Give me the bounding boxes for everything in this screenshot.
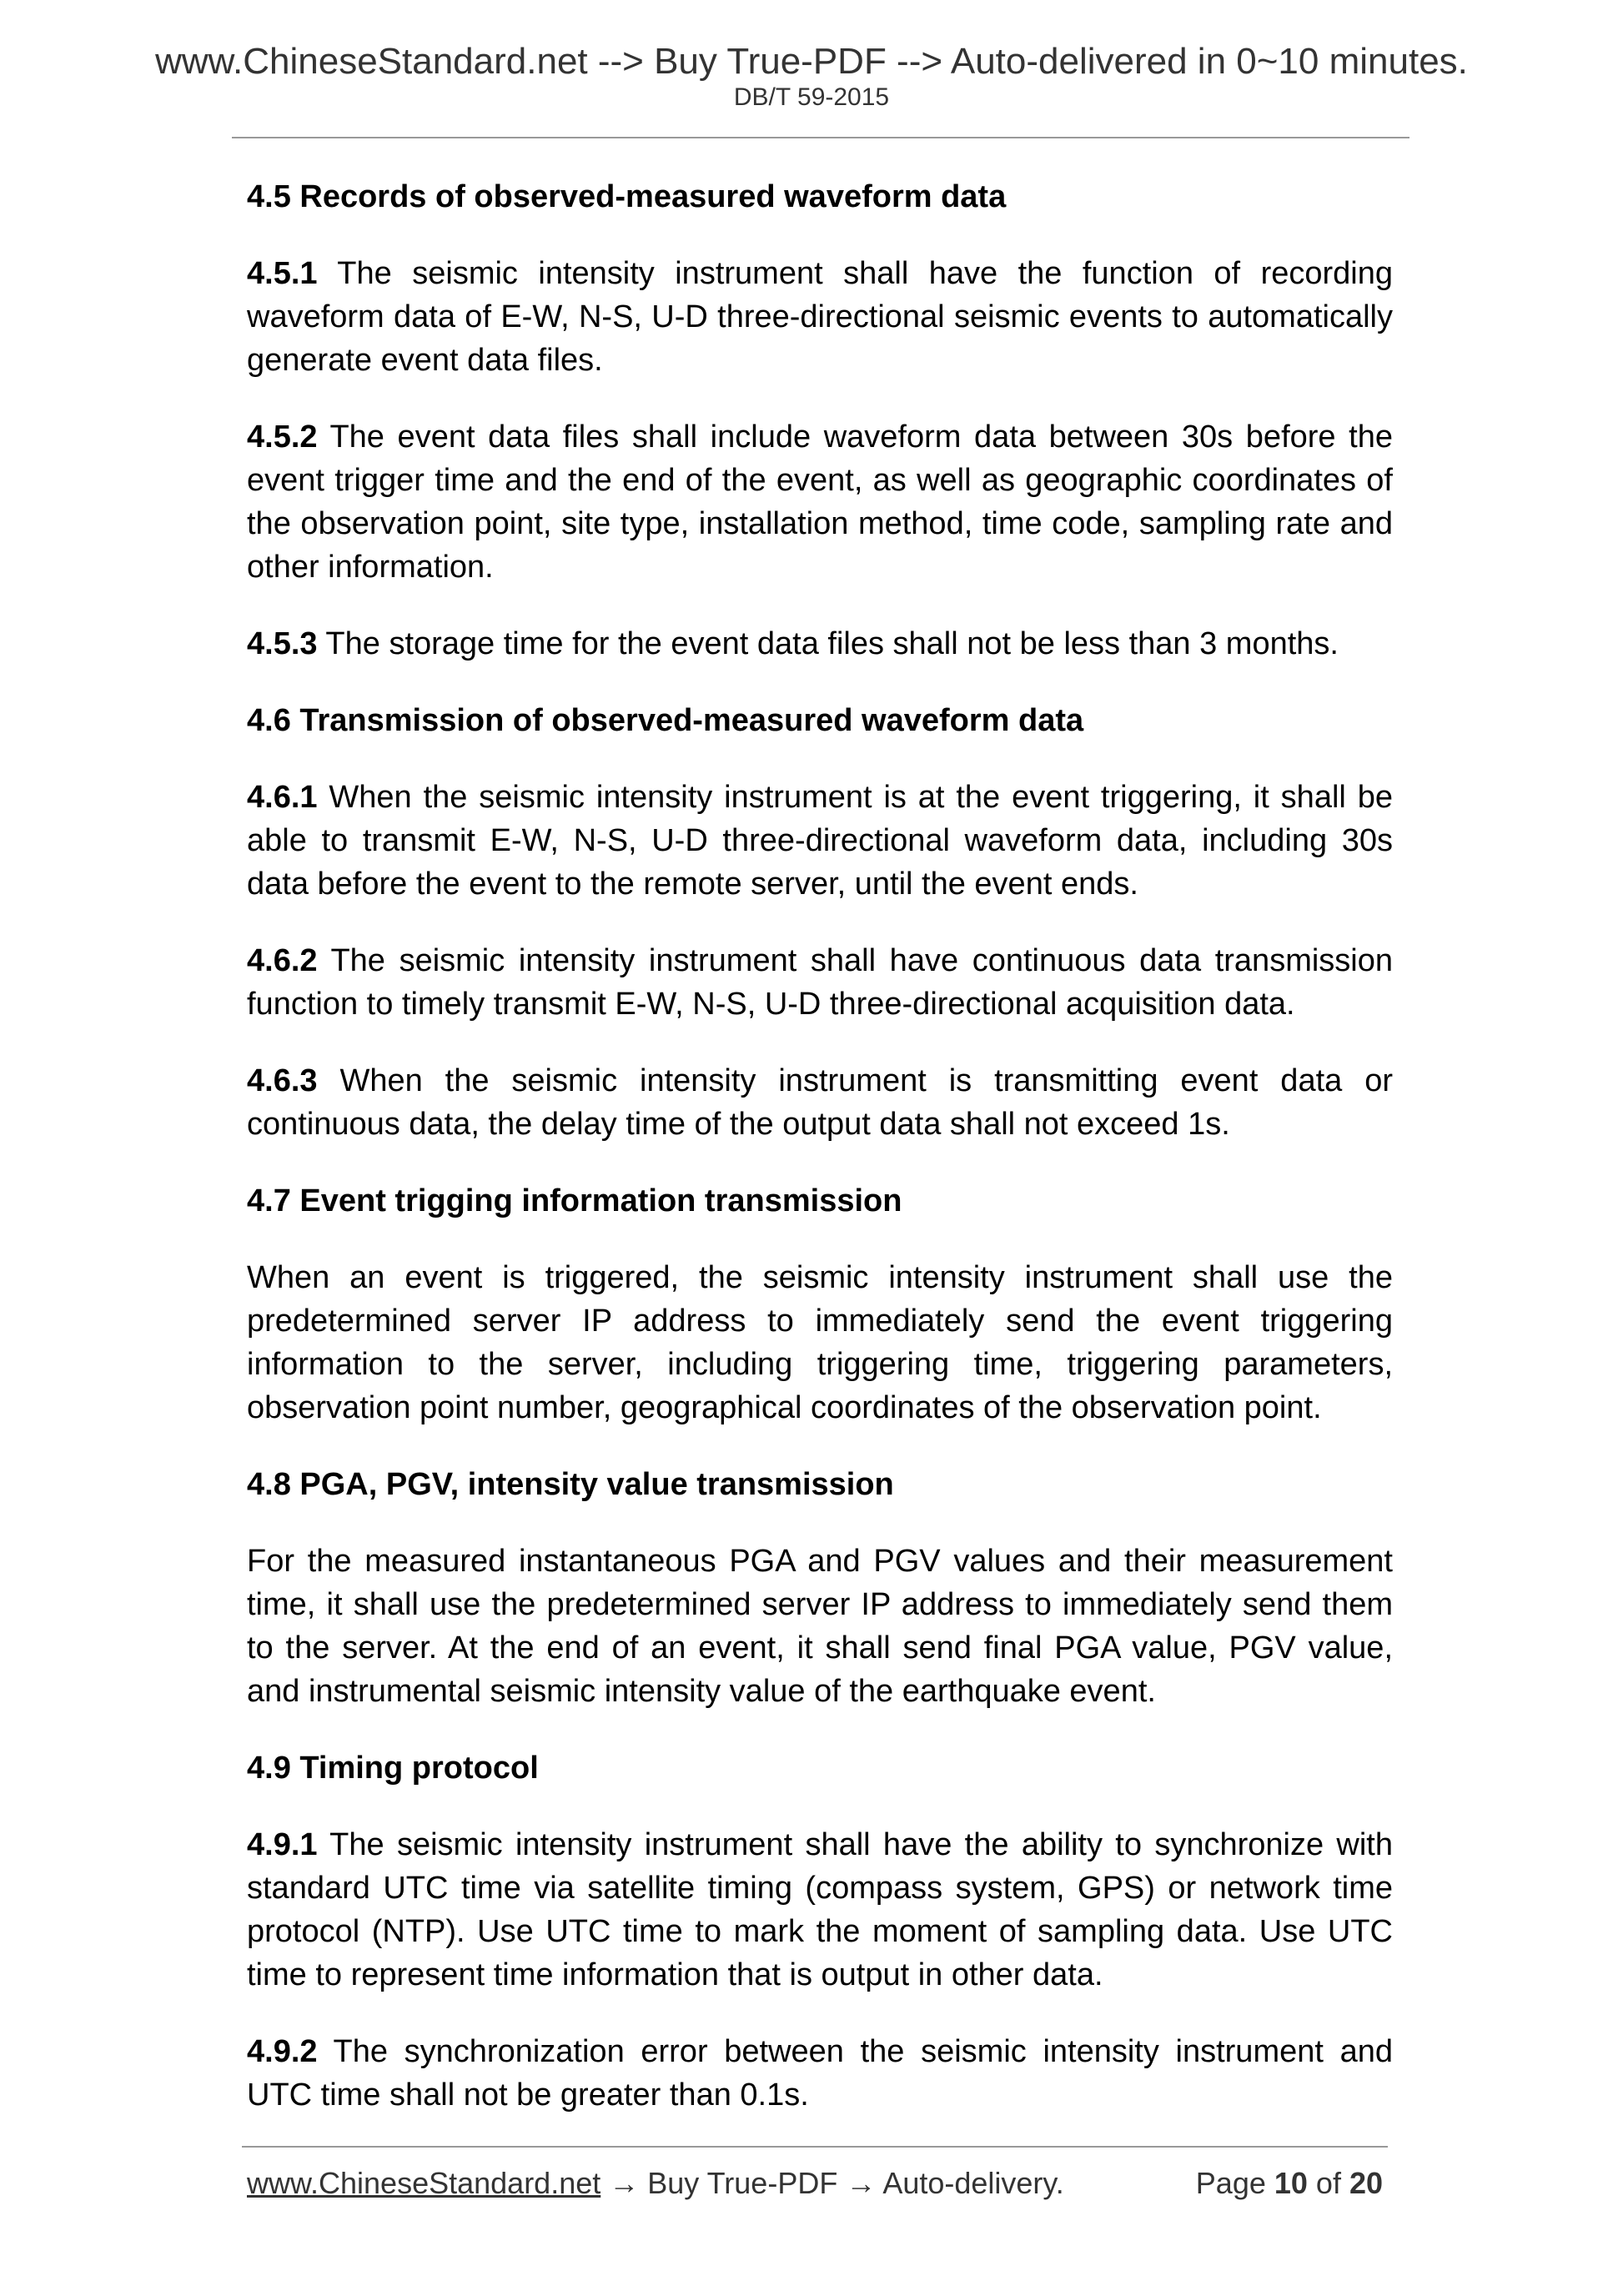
clause-text: The seismic intensity instrument shall have the ability to synchronize with standard UTC time via satellite timing (compass system, GPS) or network time protocol (NTP). Use UTC time to mark the moment of sampling data. Use UTC time to represent time information that is output in other data.	[247, 1827, 1393, 1992]
footer-site-link[interactable]: www.ChineseStandard.net	[247, 2166, 601, 2200]
footer-tagline: → Buy True-PDF → Auto-delivery.	[600, 2166, 1064, 2200]
clause-number: 4.6.1	[247, 780, 318, 815]
clause-text: When the seismic intensity instrument is at the event triggering, it shall be able to transmit E-W, N-S, U-D three-directional waveform data, including 30s data before the event to the remote server, until the event ends.	[247, 780, 1393, 902]
clause-number: 4.5.1	[247, 256, 318, 291]
clause-text: When the seismic intensity instrument is transmitting event data or continuous data, the delay time of the output data shall not exceed 1s.	[247, 1063, 1393, 1142]
page-label: Page	[1195, 2166, 1274, 2200]
clause-4-5-2	[247, 415, 1393, 589]
clause-4-5-3	[247, 622, 1393, 666]
clause-text: The seismic intensity instrument shall have the function of recording waveform data of E-W, N-S, U-D three-directional seismic events to automatically generate event data files.	[247, 256, 1393, 378]
section-4-9-title: 4.9 Timing protocol	[247, 1751, 539, 1786]
clause-4-6-1	[247, 776, 1393, 906]
clause-number: 4.6.2	[247, 943, 318, 978]
section-4-5-title: 4.5 Records of observed-measured waveform data	[247, 179, 1007, 214]
section-4-7-paragraph: When an event is triggered, the seismic intensity instrument shall use the predetermined server IP address to immediately send the event triggering information to the server, including triggering time, triggering parameters, observation point number, geographical coordinates of the observation point.	[247, 1260, 1393, 1425]
header-divider	[232, 137, 1409, 138]
clause-text: The event data files shall include waveform data between 30s before the event trigger time and the end of the event, as well as geographic coordinates of the observation point, site type, installation method, time code, sampling rate and other information.	[247, 420, 1393, 585]
footer-left	[247, 2165, 1064, 2202]
clause-4-6-3	[247, 1059, 1393, 1146]
section-4-8-paragraph: For the measured instantaneous PGA and PGV values and their measurement time, it shall use the predetermined server IP address to immediately send them to the server. At the end of an event, it shall send final PGA value, PGV value, and instrumental seismic intensity value of the earthquake event.	[247, 1544, 1393, 1709]
clause-4-6-2	[247, 939, 1393, 1026]
clause-number: 4.5.3	[247, 626, 318, 661]
clause-text: The seismic intensity instrument shall have continuous data transmission function to timely transmit E-W, N-S, U-D three-directional acquisition data.	[247, 943, 1393, 1022]
clause-text: The storage time for the event data files shall not be less than 3 months.	[317, 626, 1339, 661]
top-banner: www.ChineseStandard.net --> Buy True-PDF --> Auto-delivered in 0~10 minutes.	[155, 41, 1468, 82]
clause-number: 4.6.3	[247, 1063, 318, 1098]
page-indicator	[1196, 2165, 1383, 2202]
clause-4-5-1	[247, 252, 1393, 382]
page-number: 10	[1274, 2166, 1308, 2200]
of-label: of	[1307, 2166, 1349, 2200]
clause-4-9-1	[247, 1823, 1393, 1997]
clause-number: 4.9.2	[247, 2034, 318, 2069]
section-4-8-title: 4.8 PGA, PGV, intensity value transmission	[247, 1467, 894, 1502]
section-4-7-title: 4.7 Event trigging information transmission	[247, 1183, 902, 1218]
page-total: 20	[1349, 2166, 1383, 2200]
page-footer	[247, 2165, 1383, 2202]
clause-number: 4.5.2	[247, 420, 318, 455]
clause-4-9-2	[247, 2030, 1393, 2117]
section-4-6-title: 4.6 Transmission of observed-measured waveform data	[247, 703, 1084, 738]
footer-divider	[242, 2146, 1388, 2148]
page-content	[247, 175, 1393, 2150]
clause-text: The synchronization error between the seismic intensity instrument and UTC time shall not be greater than 0.1s.	[247, 2034, 1393, 2113]
clause-number: 4.9.1	[247, 1827, 318, 1862]
document-code: DB/T 59-2015	[733, 83, 890, 111]
